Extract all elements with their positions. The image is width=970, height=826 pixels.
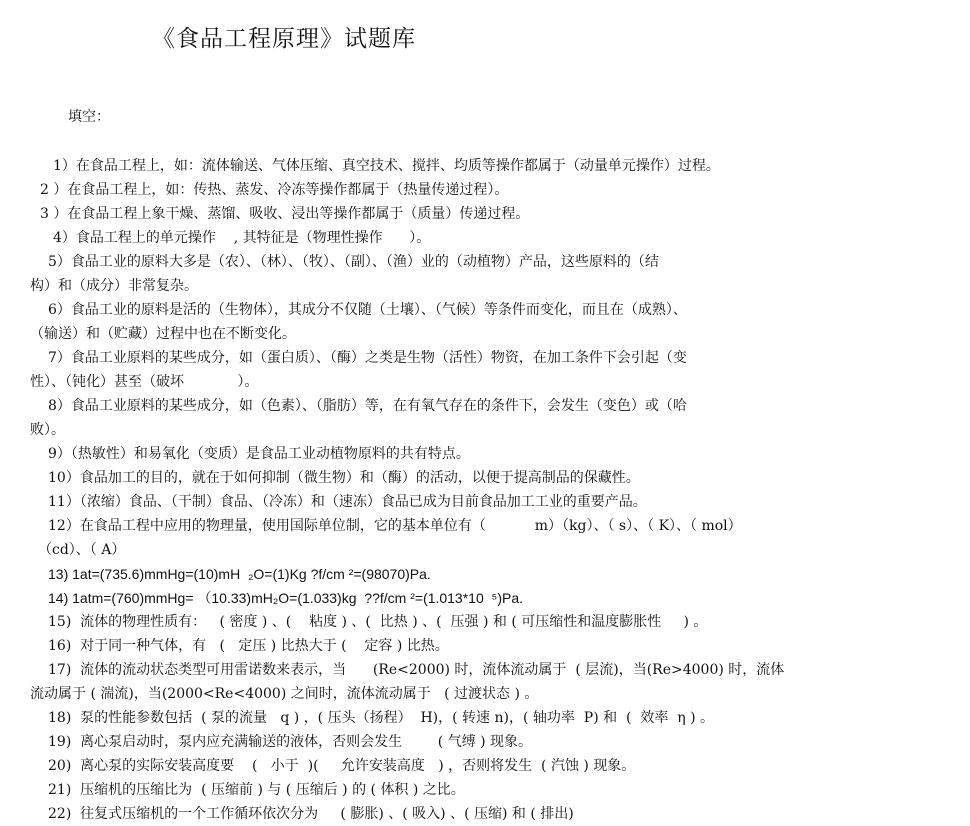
question-line: 4）食品工程上的单元操作 , 其特征是（物理性操作 ）。 — [53, 230, 431, 246]
question-item — [0, 754, 970, 778]
question-line: 9）（热敏性）和易氧化（变质）是食品工业动植物原料的共有特点。 — [48, 446, 470, 462]
question-line: 19) 离心泵启动时，泵内应充满输送的液体，否则会发生 ( 气缚 ) 现象。 — [48, 734, 533, 750]
question-line: 17) 流体的流动状态类型可用雷诺数来表示，当 (Re<2000) 时，流体流动属于 ( 层流)，当(Re>4000) 时，流体 — [48, 662, 785, 678]
question-line: （cd）、（ A） — [38, 542, 126, 558]
question-line: 构）和（成分）非常复杂。 — [30, 278, 198, 294]
question-line: 21) 压缩机的压缩比为 ( 压缩前 ) 与 ( 压缩后 ) 的 ( 体积 ) 之比。 — [48, 782, 465, 798]
question-item — [0, 178, 970, 202]
question-item — [0, 586, 970, 610]
question-line: 败）。 — [30, 422, 65, 438]
question-line: 14) 1atm=(760)mmHg= （10.33)mH₂O=(1.033)kg ??f/cm ²=(1.013*10 ⁵)Pa. — [48, 590, 524, 606]
question-line: 3 ）在食品工程上象干燥、蒸馏、吸收、浸出等操作都属于（质量）传递过程。 — [40, 206, 530, 222]
question-item — [0, 634, 970, 658]
question-item — [0, 802, 970, 826]
question-line: 20) 离心泵的实际安装高度要 ( 小于 )( 允许安装高度 ) ，否则将发生 ( 汽蚀 ) 现象。 — [48, 758, 636, 774]
question-line: 性）、（钝化）甚至（破坏 ）。 — [30, 374, 259, 390]
question-item — [0, 658, 970, 706]
question-line: 18) 泵的性能参数包括 ( 泵的流量 q ) ，( 压头（扬程） H)，( 转速 n)，( 轴功率 P) 和 ( 效率 η ) 。 — [48, 710, 715, 726]
question-line: 22) 往复式压缩机的一个工作循环依次分为 ( 膨胀) 、( 吸入) 、( 压缩) 和 ( 排出) — [48, 806, 574, 822]
question-list — [0, 154, 970, 826]
question-line: 2 ）在食品工程上，如：传热、蒸发、冷冻等操作都属于（热量传递过程）。 — [40, 182, 509, 198]
question-line: 8）食品工业原料的某些成分，如（色素）、（脂肪）等，在有氧气存在的条件下，会发生（变色）或（哈 — [48, 398, 687, 414]
question-line: 12）在食品工程中应用的物理量，使用国际单位制，它的基本单位有（ m）（kg）、（ s）、（ K）、（ mol） — [48, 518, 742, 534]
document-title: 《食品工程原理》试题库 — [152, 26, 416, 52]
question-item — [0, 514, 970, 562]
question-item — [0, 442, 970, 466]
question-line: 11）（浓缩）食品、（干制）食品、（冷冻）和（速冻）食品已成为目前食品加工工业的重要产品。 — [48, 494, 647, 510]
question-item — [0, 490, 970, 514]
question-item — [0, 394, 970, 442]
question-line: 1）在食品工程上，如：流体输送、气体压缩、真空技术、搅拌、均质等操作都属于（动量单元操作）过程。 — [53, 158, 720, 174]
question-item — [0, 250, 970, 298]
question-item — [0, 298, 970, 346]
question-line: 6）食品工业的原料是活的（生物体），其成分不仅随（土壤）、（气候）等条件而变化，而且在（成熟）、 — [48, 302, 687, 318]
question-line: （输送）和（贮藏）过程中也在不断变化。 — [30, 326, 296, 342]
question-item — [0, 202, 970, 226]
question-line: 16) 对于同一种气体，有 ( 定压 ) 比热大于 ( 定容 ) 比热。 — [48, 638, 449, 654]
question-item — [0, 346, 970, 394]
question-item — [0, 466, 970, 490]
question-item — [0, 778, 970, 802]
question-line: 7）食品工业原料的某些成分，如（蛋白质）、（酶）之类是生物（活性）物资，在加工条件下会引起（变 — [48, 350, 687, 366]
question-item — [0, 226, 970, 250]
question-item — [0, 730, 970, 754]
question-line: 15) 流体的物理性质有： ( 密度 ) 、( 粘度 ) 、( 比热 ) 、( 压强 ) 和 ( 可压缩性和温度膨胀性 ) 。 — [48, 614, 708, 630]
question-item — [0, 706, 970, 730]
question-item — [0, 562, 970, 586]
question-item — [0, 154, 970, 178]
section-label: 填空： — [68, 109, 110, 125]
question-line: 10）食品加工的目的，就在于如何抑制（微生物）和（酶）的活动，以便于提高制品的保藏性。 — [48, 470, 640, 486]
question-line: 5）食品工业的原料大多是（农）、（林）、（牧）、（副）、（渔）业的（动植物）产品，这些原料的（结 — [48, 254, 659, 270]
question-line: 流动属于 ( 湍流)，当(2000<Re<4000) 之间时，流体流动属于 ( 过渡状态 ) 。 — [30, 686, 539, 702]
question-item — [0, 610, 970, 634]
question-line: 13) 1at=(735.6)mmHg=(10)mH ₂O=(1)Kg ?f/cm ²=(98070)Pa. — [48, 566, 431, 582]
